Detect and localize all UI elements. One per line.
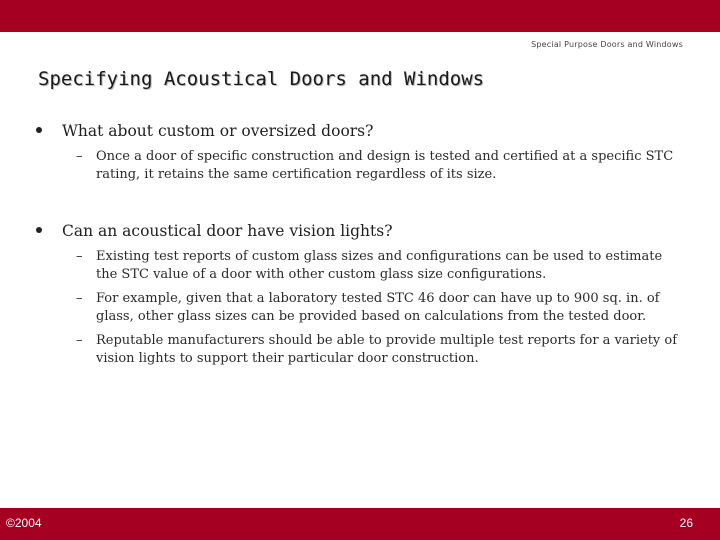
top-banner (0, 0, 720, 32)
slide-title: Specifying Acoustical Doors and Windows (38, 68, 485, 90)
bullet-dot-icon (36, 227, 42, 233)
dash-marker: – (76, 333, 83, 348)
bullet-dot-icon (36, 127, 42, 133)
page-number: 26 (679, 516, 693, 530)
bottom-banner (0, 508, 720, 540)
bullet-text: Can an acoustical door have vision lights? (62, 222, 393, 240)
sub-bullet-item (76, 332, 681, 367)
dash-marker: – (76, 291, 83, 306)
sub-bullet-item (76, 248, 681, 283)
dash-marker: – (76, 249, 83, 264)
section-header: Special Purpose Doors and Windows (531, 40, 683, 49)
copyright-text: ©2004 (6, 516, 42, 530)
sub-bullet-item (76, 148, 681, 183)
sub-bullet-text: Once a door of specific construction and design is tested and certified at a specific STC rating, it retains the same certification regardless of its size. (96, 149, 674, 182)
sub-bullet-text: For example, given that a laboratory tested STC 46 door can have up to 900 sq. in. of glass, other glass sizes can be provided based on calculations from the tested door. (96, 291, 660, 324)
bullet-item (36, 222, 393, 240)
bullet-item (36, 122, 373, 140)
sub-bullet-text: Reputable manufacturers should be able to provide multiple test reports for a variety of vision lights to support their particular door construction. (96, 333, 678, 366)
sub-bullet-text: Existing test reports of custom glass sizes and configurations can be used to estimate the STC value of a door with other custom glass size configurations. (96, 249, 663, 282)
dash-marker: – (76, 149, 83, 164)
sub-bullet-item (76, 290, 681, 325)
bullet-text: What about custom or oversized doors? (62, 122, 374, 140)
